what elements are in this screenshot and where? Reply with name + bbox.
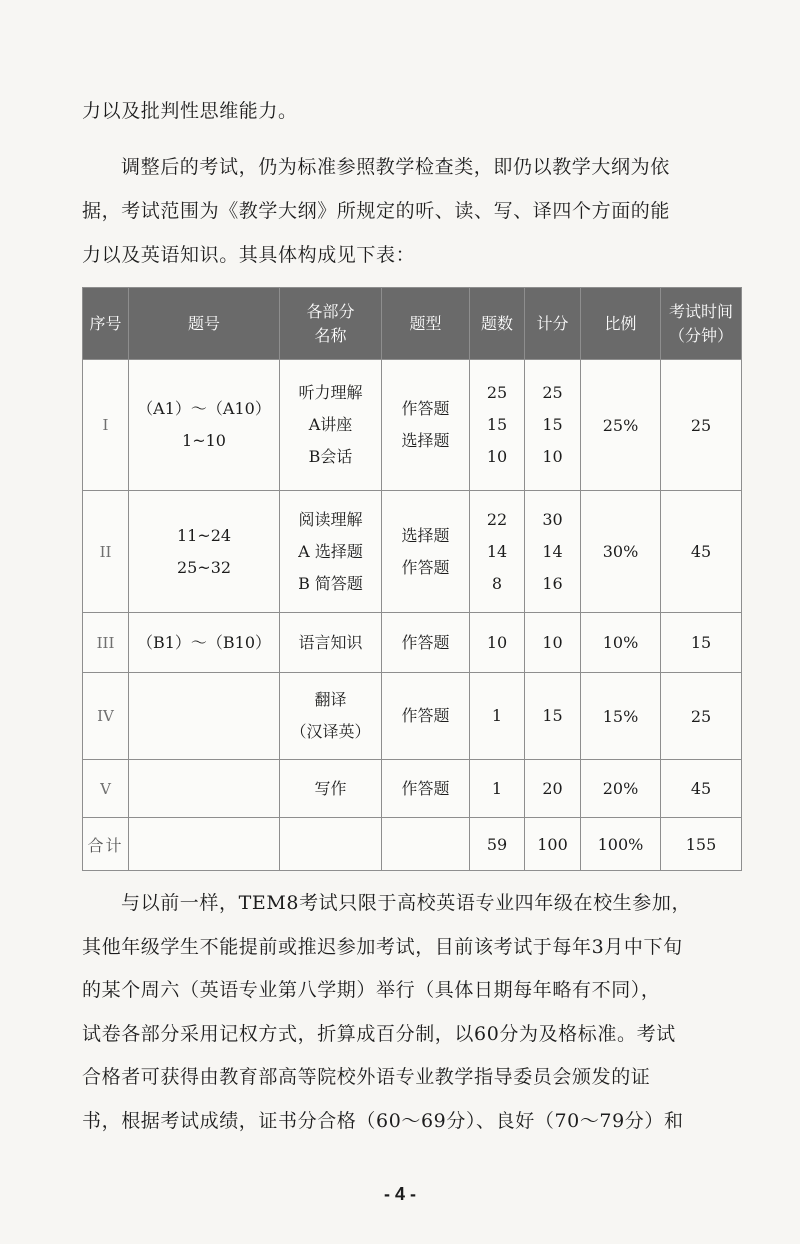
row-time: 45 [661, 760, 742, 818]
paragraph-1-line-1: 力以及批判性思维能力。 [82, 100, 298, 122]
row-question-type: 选择题 作答题 [382, 491, 470, 613]
paragraph-3-line-5: 合格者可获得由教育部高等院校外语专业教学指导委员会颁发的证 [82, 1066, 651, 1088]
total-empty-cell [280, 818, 382, 871]
row-question-type: 作答题 [382, 673, 470, 760]
row-score: 10 [525, 613, 581, 673]
table-row [83, 760, 742, 818]
row-part-name: 写作 [280, 760, 382, 818]
row-part-name: 听力理解 A讲座 B会话 [280, 360, 382, 491]
total-label: 合计 [83, 818, 129, 871]
row-score: 15 [525, 673, 581, 760]
paragraph-3-line-4: 试卷各部分采用记权方式，折算成百分制，以60分为及格标准。考试 [82, 1023, 676, 1045]
header-score: 计分 [525, 288, 581, 360]
paragraph-3-line-2: 其他年级学生不能提前或推迟参加考试，目前该考试于每年3月中下旬 [82, 936, 683, 958]
table-row [83, 613, 742, 673]
table-total-row [83, 818, 742, 871]
header-ratio: 比例 [581, 288, 661, 360]
header-question-number: 题号 [129, 288, 280, 360]
row-question-number: （A1）～（A10） 1~10 [129, 360, 280, 491]
table-row [83, 491, 742, 613]
row-count: 10 [470, 613, 525, 673]
row-part-name: 翻译 （汉译英） [280, 673, 382, 760]
total-ratio: 100% [581, 818, 661, 871]
total-count: 59 [470, 818, 525, 871]
row-question-number [129, 673, 280, 760]
header-seq: 序号 [83, 288, 129, 360]
row-seq: IV [83, 673, 129, 760]
row-seq: I [83, 360, 129, 491]
row-score: 25 15 10 [525, 360, 581, 491]
row-count: 25 15 10 [470, 360, 525, 491]
paragraph-3-line-3: 的某个周六（英语专业第八学期）举行（具体日期每年略有不同）， [82, 979, 661, 1001]
row-seq: V [83, 760, 129, 818]
total-score: 100 [525, 818, 581, 871]
row-ratio: 15% [581, 673, 661, 760]
row-time: 45 [661, 491, 742, 613]
total-empty-cell [382, 818, 470, 871]
table-header-row [83, 288, 742, 360]
row-score: 20 [525, 760, 581, 818]
total-empty-cell [129, 818, 280, 871]
row-part-name: 语言知识 [280, 613, 382, 673]
table-row [83, 673, 742, 760]
row-count: 22 14 8 [470, 491, 525, 613]
row-part-name: 阅读理解 A 选择题 B 简答题 [280, 491, 382, 613]
row-ratio: 10% [581, 613, 661, 673]
row-question-number: （B1）～（B10） [129, 613, 280, 673]
page-number: - 4 - [383, 1184, 416, 1204]
row-question-type: 作答题 选择题 [382, 360, 470, 491]
table-row [83, 360, 742, 491]
row-question-number: 11~24 25~32 [129, 491, 280, 613]
row-score: 30 14 16 [525, 491, 581, 613]
paragraph-3-line-1: 与以前一样，TEM8考试只限于高校英语专业四年级在校生参加， [121, 892, 692, 914]
row-ratio: 25% [581, 360, 661, 491]
row-ratio: 20% [581, 760, 661, 818]
row-time: 25 [661, 673, 742, 760]
exam-structure-table [82, 287, 742, 871]
paragraph-2-line-2: 据，考试范围为《教学大纲》所规定的听、读、写、译四个方面的能 [82, 200, 671, 222]
header-part-name: 各部分 名称 [280, 288, 382, 360]
header-time: 考试时间 （分钟） [661, 288, 742, 360]
paragraph-2-line-1: 调整后的考试，仍为标准参照教学检查类，即仍以教学大纲为依 [121, 156, 670, 178]
row-time: 25 [661, 360, 742, 491]
row-time: 15 [661, 613, 742, 673]
row-count: 1 [470, 673, 525, 760]
row-question-type: 作答题 [382, 613, 470, 673]
row-question-type: 作答题 [382, 760, 470, 818]
row-seq: II [83, 491, 129, 613]
header-count: 题数 [470, 288, 525, 360]
row-count: 1 [470, 760, 525, 818]
row-ratio: 30% [581, 491, 661, 613]
total-time: 155 [661, 818, 742, 871]
row-question-number [129, 760, 280, 818]
paragraph-3-line-6: 书，根据考试成绩，证书分合格（60～69分）、良好（70～79分）和 [82, 1110, 684, 1132]
paragraph-2-line-3: 力以及英语知识。其具体构成见下表： [82, 244, 416, 266]
header-question-type: 题型 [382, 288, 470, 360]
row-seq: III [83, 613, 129, 673]
